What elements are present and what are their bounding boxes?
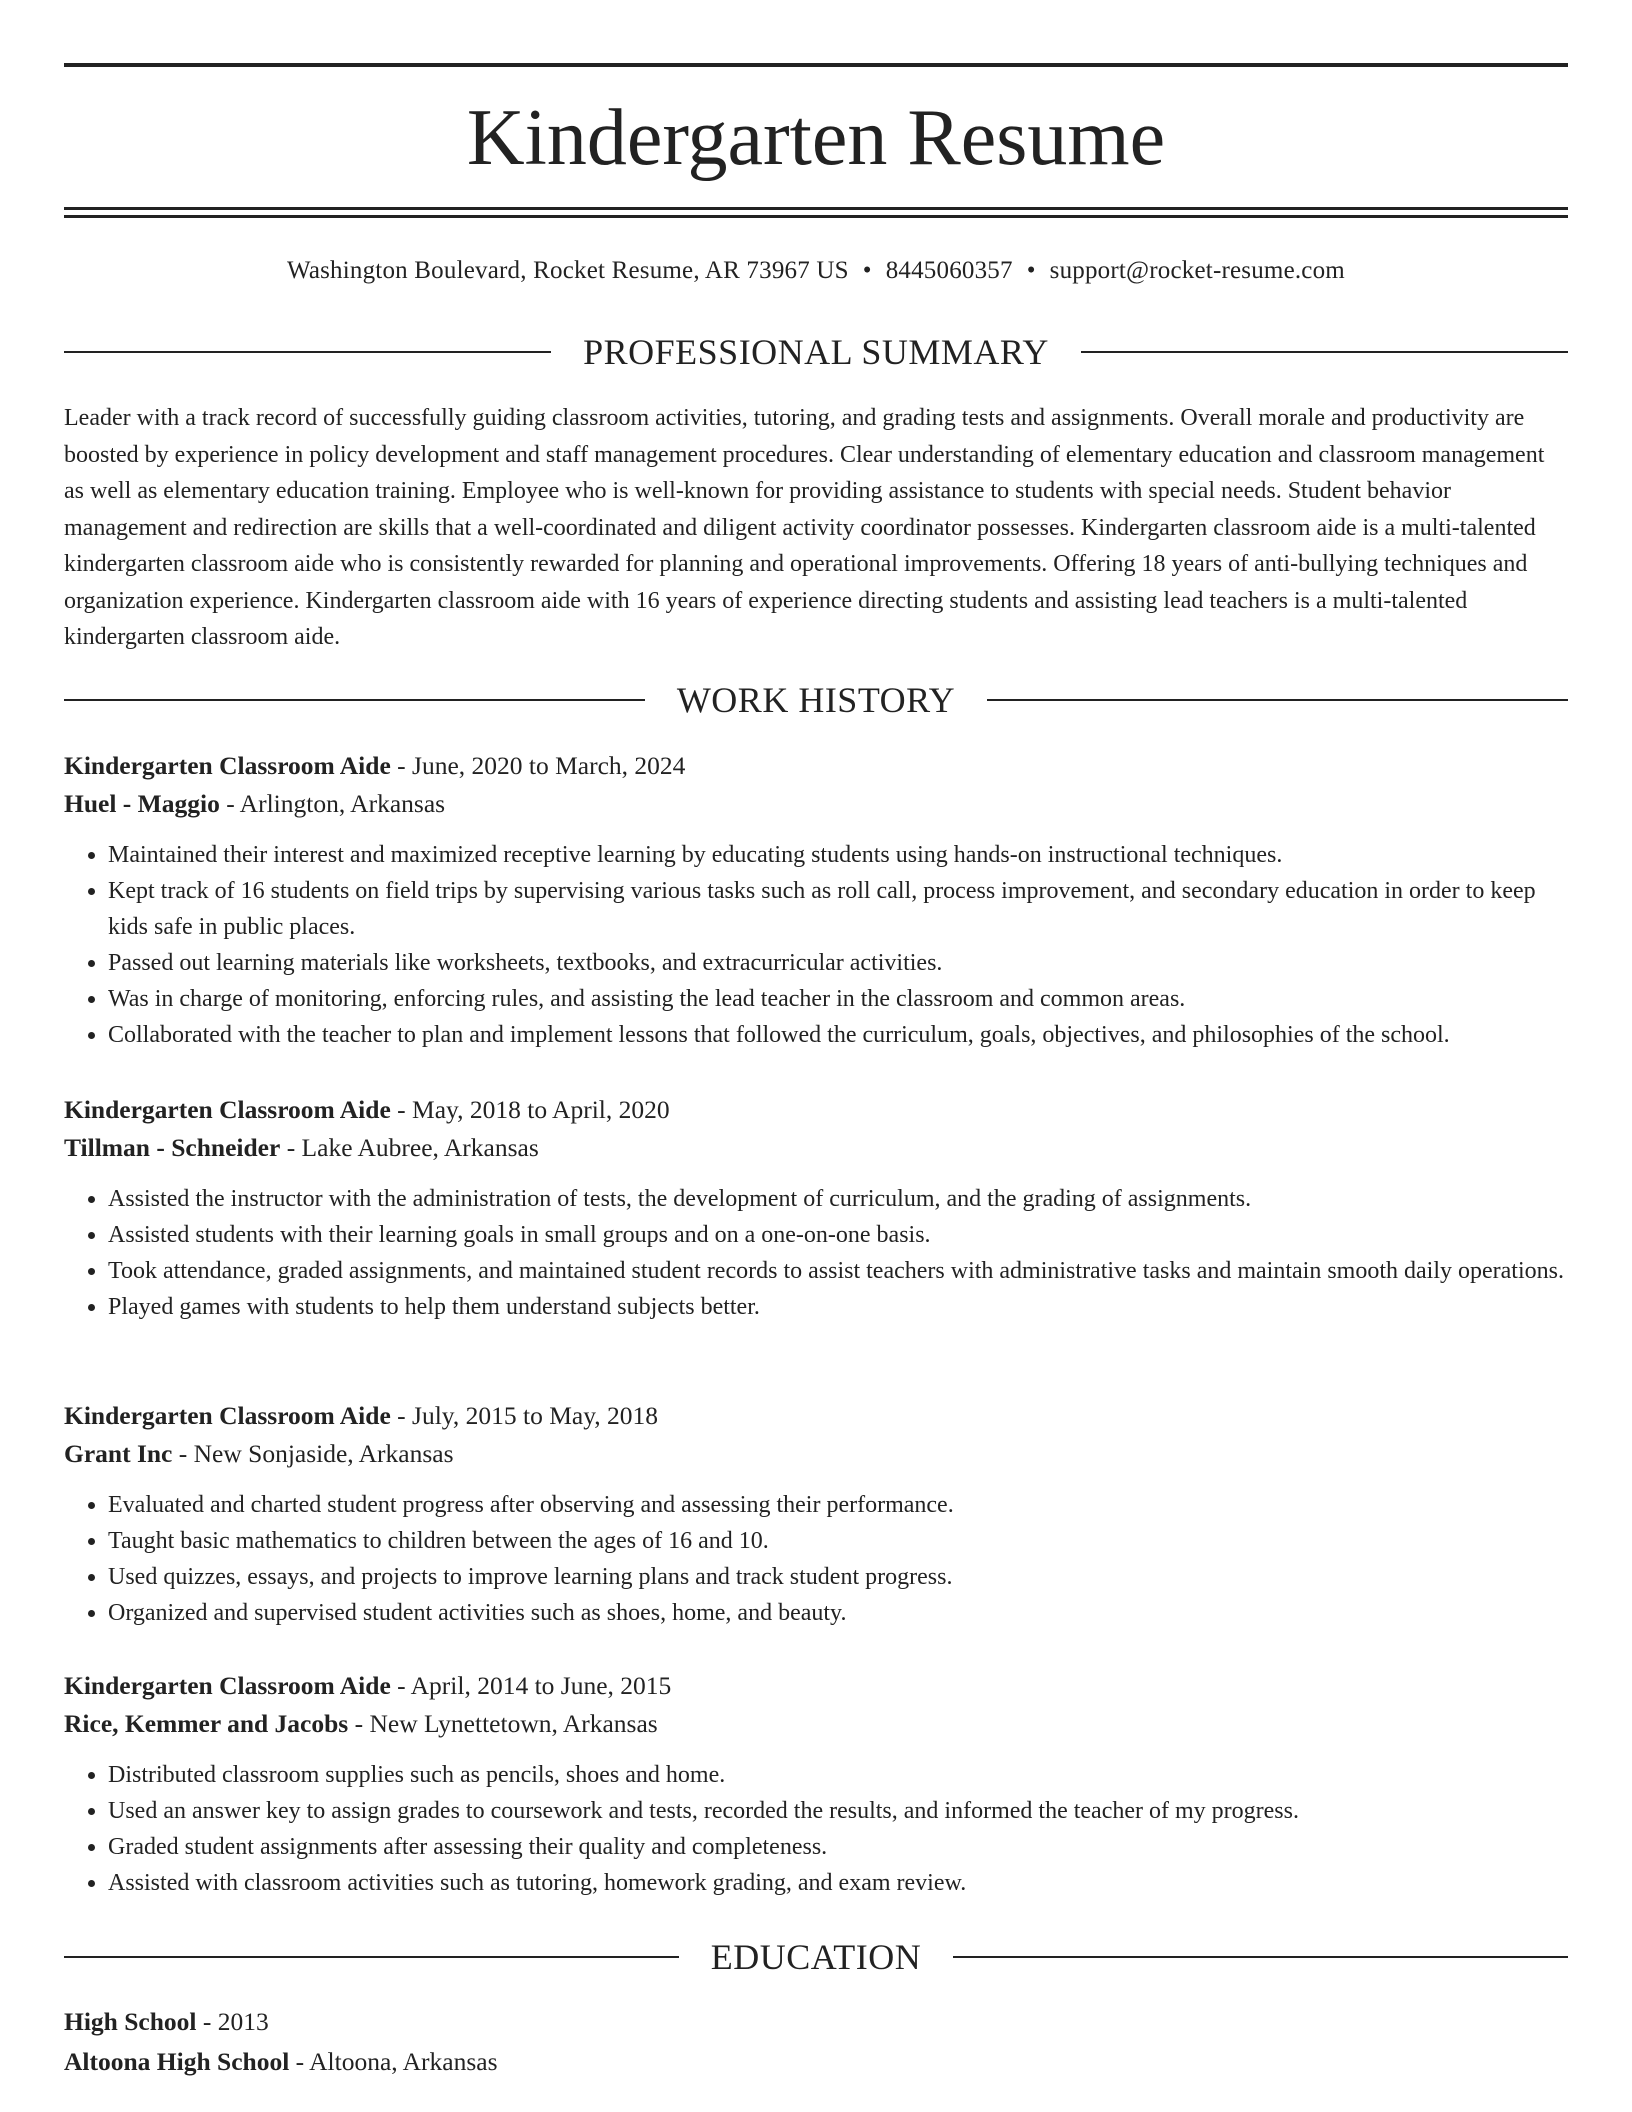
- list-item: • Passed out learning materials like worksheets, textbooks, and extracurricular activities.: [108, 945, 1568, 981]
- list-item: • Graded student assignments after assessing their quality and completeness.: [108, 1829, 1568, 1865]
- education-school: Altoona High School: [64, 2047, 290, 2076]
- heading-rule-left: [64, 351, 551, 353]
- job-title: Kindergarten Classroom Aide: [64, 1401, 391, 1430]
- education-entry: [64, 2003, 1568, 2081]
- list-item: • Used quizzes, essays, and projects to improve learning plans and track student progress.: [108, 1559, 1568, 1595]
- contact-info: [64, 254, 1568, 288]
- work-heading: WORK HISTORY: [676, 680, 956, 720]
- list-item: • Distributed classroom supplies such as pencils, shoes and home.: [108, 1757, 1568, 1793]
- job-title: Kindergarten Classroom Aide: [64, 1671, 391, 1700]
- education-section-heading: [64, 1935, 1568, 1979]
- job-title-line: [64, 747, 1568, 785]
- title-double-rule: [64, 207, 1568, 218]
- education-degree: High School: [64, 2007, 197, 2036]
- list-item: • Took attendance, graded assignments, and maintained student records to assist teachers with administrative tasks and maintain smooth daily operations.: [108, 1253, 1568, 1289]
- job-dates: - June, 2020 to March, 2024: [390, 751, 686, 780]
- resume-title: Kindergarten Resume: [466, 94, 1166, 182]
- contact-address: Washington Boulevard, Rocket Resume, AR 73967 US: [287, 257, 849, 284]
- list-item: • Used an answer key to assign grades to coursework and tests, recorded the results, and informed the teacher of my progress.: [108, 1793, 1568, 1829]
- list-item: • Collaborated with the teacher to plan and implement lessons that followed the curriculum, goals, objectives, and philosophies of the school.: [108, 1017, 1568, 1053]
- job-dates: - July, 2015 to May, 2018: [390, 1401, 659, 1430]
- job-company: Huel - Maggio: [64, 789, 220, 818]
- job-dates: - April, 2014 to June, 2015: [390, 1671, 672, 1700]
- job-bullet-list: [64, 1757, 1568, 1901]
- job-company: Rice, Kemmer and Jacobs: [64, 1709, 349, 1738]
- heading-rule-right: [987, 699, 1568, 701]
- list-item: • Organized and supervised student activities such as shoes, home, and beauty.: [108, 1595, 1568, 1631]
- job-entry: [64, 1667, 1568, 1901]
- job-company: Grant Inc: [64, 1439, 173, 1468]
- job-company-line: [64, 785, 1568, 823]
- job-title-line: [64, 1091, 1568, 1129]
- heading-rule-left: [64, 699, 645, 701]
- job-title-line: [64, 1667, 1568, 1705]
- contact-separator: •: [1026, 257, 1036, 284]
- list-item: • Assisted the instructor with the administration of tests, the development of curriculum, and the grading of assignments.: [108, 1181, 1568, 1217]
- job-title: Kindergarten Classroom Aide: [64, 1095, 391, 1124]
- list-item: • Kept track of 16 students on field trips by supervising various tasks such as roll call, process improvement, and secondary education in order to keep kids safe in public places.: [108, 873, 1568, 945]
- education-school-line: [64, 2043, 1568, 2081]
- job-bullet-list: [64, 1181, 1568, 1325]
- contact-phone: 8445060357: [885, 257, 1013, 284]
- education-year: - 2013: [196, 2007, 269, 2036]
- job-dates: - May, 2018 to April, 2020: [390, 1095, 670, 1124]
- job-location: - Lake Aubree, Arkansas: [280, 1133, 539, 1162]
- summary-text: Leader with a track record of successfully guiding classroom activities, tutoring, and grading tests and assignments. Overall morale and productivity are boosted by experience in policy development and staff management procedures. Clear understanding of elementary education and classroom management as well as elementary education training. Employee who is well-known for providing assistance to students with special needs. Student behavior management and redirection are skills that a well-coordinated and diligent activity coordinator possesses. Kindergarten classroom aide is a multi-talented kindergarten classroom aide who is consistently rewarded for planning and operational improvements. Offering 18 years of anti-bullying techniques and organization experience. Kindergarten classroom aide with 16 years of experience directing students and assisting lead teachers is a multi-talented kindergarten classroom aide.: [64, 405, 1545, 650]
- job-company-line: [64, 1129, 1568, 1167]
- job-location: - Arlington, Arkansas: [219, 789, 446, 818]
- job-location: - New Lynettetown, Arkansas: [348, 1709, 658, 1738]
- contact-separator: •: [862, 257, 872, 284]
- job-entry: [64, 1397, 1568, 1631]
- summary-section-heading: [64, 330, 1568, 374]
- education-heading: EDUCATION: [710, 1937, 922, 1977]
- heading-rule-left: [64, 1956, 679, 1958]
- job-location: - New Sonjaside, Arkansas: [172, 1439, 454, 1468]
- job-entry: [64, 747, 1568, 1053]
- job-title: Kindergarten Classroom Aide: [64, 751, 391, 780]
- job-company-line: [64, 1435, 1568, 1473]
- top-rule: [64, 63, 1568, 67]
- job-entry: [64, 1091, 1568, 1325]
- education-degree-line: [64, 2003, 1568, 2041]
- education-location: - Altoona, Arkansas: [289, 2047, 498, 2076]
- heading-rule-right: [1081, 351, 1568, 353]
- summary-heading: PROFESSIONAL SUMMARY: [583, 332, 1049, 372]
- list-item: • Evaluated and charted student progress after observing and assessing their performance.: [108, 1487, 1568, 1523]
- job-title-line: [64, 1397, 1568, 1435]
- list-item: • Was in charge of monitoring, enforcing rules, and assisting the lead teacher in the classroom and common areas.: [108, 981, 1568, 1017]
- job-company: Tillman - Schneider: [64, 1133, 281, 1162]
- work-section-heading: [64, 678, 1568, 722]
- job-bullet-list: [64, 1487, 1568, 1631]
- list-item: • Taught basic mathematics to children between the ages of 16 and 10.: [108, 1523, 1568, 1559]
- job-bullet-list: [64, 837, 1568, 1053]
- contact-email: support@rocket-resume.com: [1049, 257, 1345, 284]
- list-item: • Maintained their interest and maximized receptive learning by educating students using hands-on instructional techniques.: [108, 837, 1568, 873]
- list-item: • Played games with students to help them understand subjects better.: [108, 1289, 1568, 1325]
- heading-rule-right: [953, 1956, 1568, 1958]
- list-item: • Assisted students with their learning goals in small groups and on a one-on-one basis.: [108, 1217, 1568, 1253]
- job-company-line: [64, 1705, 1568, 1743]
- list-item: • Assisted with classroom activities such as tutoring, homework grading, and exam review.: [108, 1865, 1568, 1901]
